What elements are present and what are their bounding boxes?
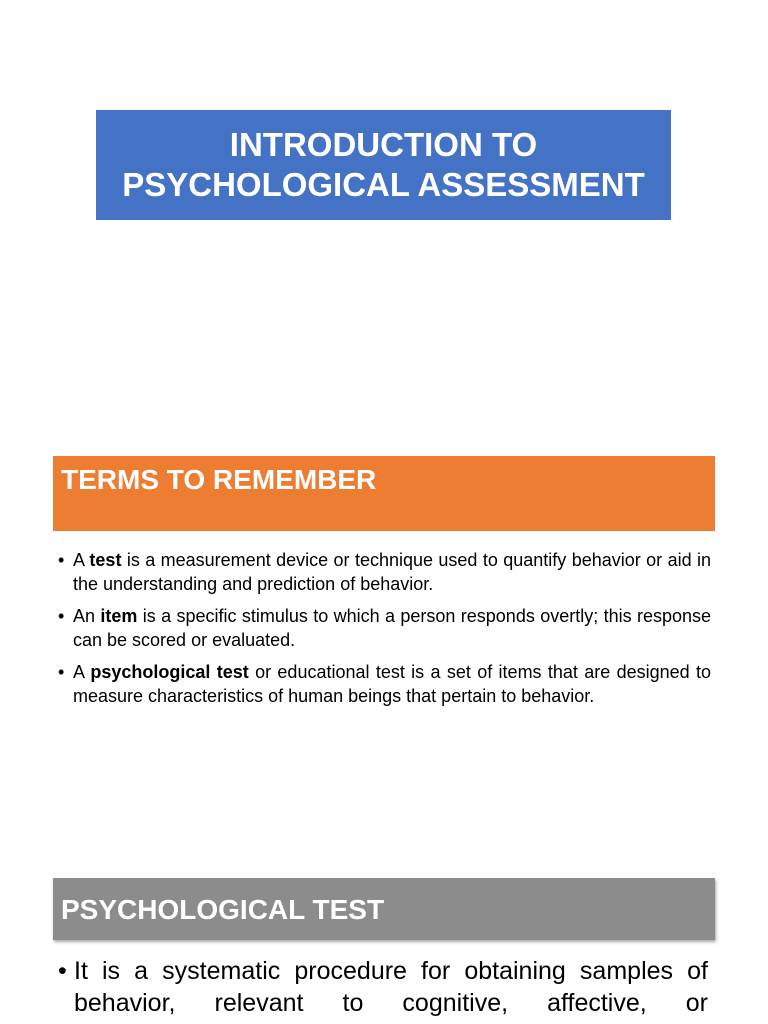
item-post: is a specific stimulus to which a person responds overtly; this response can be scored or evaluated. [73,606,711,650]
item-pre: A [73,662,91,682]
bullet-icon: • [58,662,65,682]
psych-test-bullet [58,955,708,1019]
item-post: or educational test is a set of items that are designed to measure characteristics of human beings that pertain to behavior. [73,662,712,706]
bullet-icon: • [58,550,65,570]
item-term: test [89,550,122,570]
list-item [58,604,711,652]
item-term: item [100,606,138,626]
title-line-1: INTRODUCTION TO [229,126,538,163]
slide-title [96,110,671,220]
title-line-2: PSYCHOLOGICAL ASSESSMENT [122,166,645,203]
item-pre: An [73,606,101,626]
bullet-icon: • [58,957,67,985]
bullet-icon: • [58,606,65,626]
psych-test-text: It is a systematic procedure for obtaining samples of behavior, relevant to cognitive, affective, or [74,957,708,1017]
item-post: is a measurement device or technique used to quantify behavior or aid in the understanding and prediction of behavior. [73,550,712,594]
item-pre: A [73,550,90,570]
list-item [58,548,711,596]
terms-section-header: TERMS TO REMEMBER [53,456,715,531]
psych-test-section-header: PSYCHOLOGICAL TEST [53,878,715,940]
terms-list [58,548,711,716]
item-term: psychological test [90,662,249,682]
list-item [58,660,711,708]
